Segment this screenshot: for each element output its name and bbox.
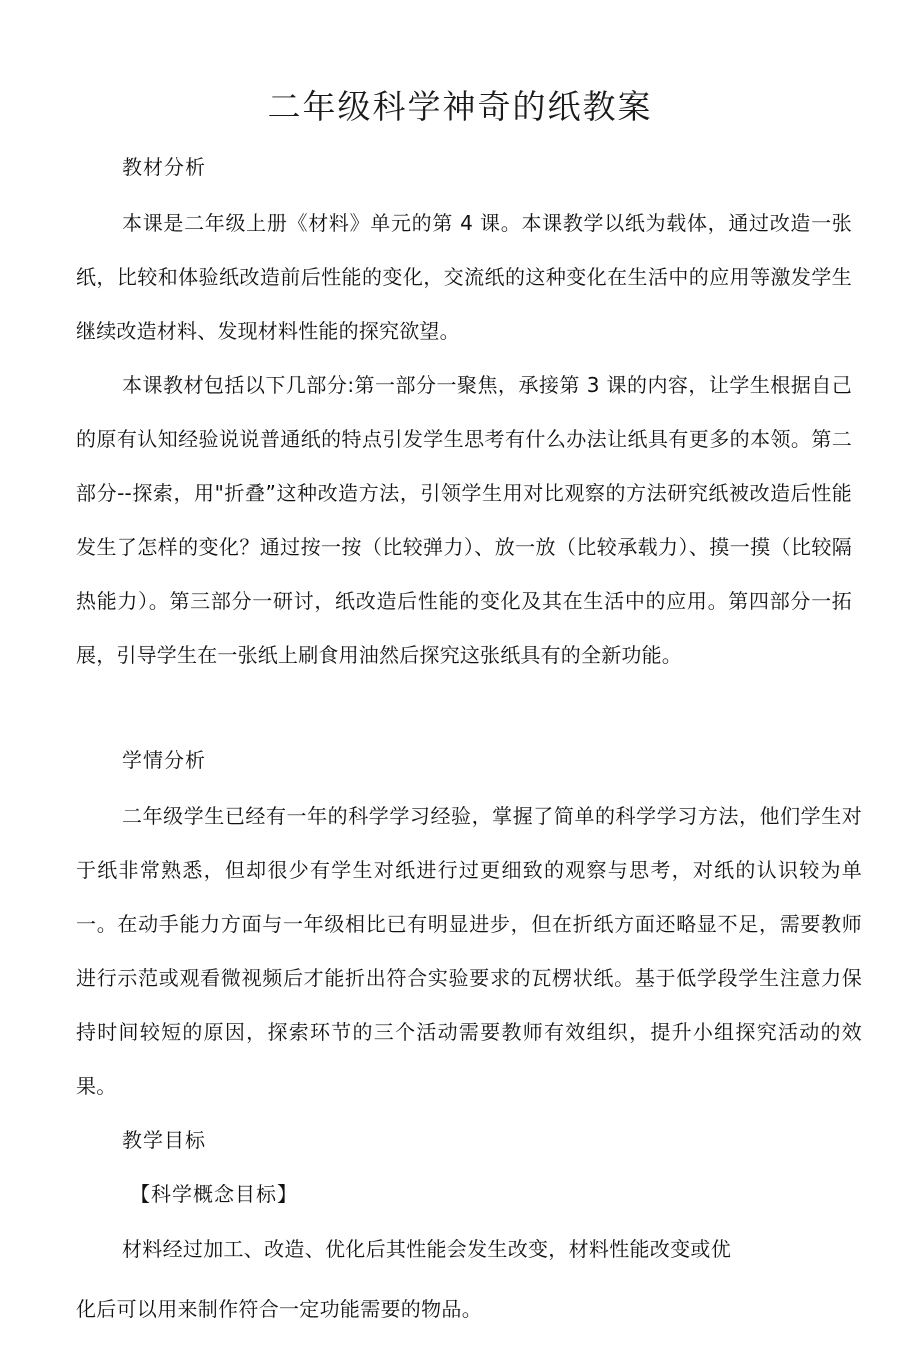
paragraph-material-analysis-1: 本课是二年级上册《材料》单元的第 4 课。本课教学以纸为载体，通过改造一张纸，比较和体验纸改造前后性能的变化，交流纸的这种变化在生活中的应用等激发学生继续改造材料、发现材料性能的探究欲望。 [76,211,852,343]
goal-line-2: 化后可以用来制作符合一定功能需要的物品。 [76,1297,482,1321]
heading-material-analysis: 教材分析 [122,155,206,179]
paragraph-material-analysis-2: 本课教材包括以下几部分:第一部分一聚焦，承接第 3 课的内容，让学生根据自己的原有认知经验说说普通纸的特点引发学生思考有什么办法让纸具有更多的本领。第二部分--探索，用"折叠”这种改造方法，引领学生用对比观察的方法研究纸被改造后性能发生了怎样的变化？通过按一按（比较弹力）、放一放（比较承载力）、摸一摸（比较隔热能力）。第三部分一研讨，纸改造后性能的变化及其在生活中的应用。第四部分一拓展，引导学生在一张纸上刷食用油然后探究这张纸具有的全新功能。 [76,373,852,667]
subheading-science-concept-goals: 【科学概念目标】 [130,1182,298,1206]
paragraph-student-analysis: 二年级学生已经有一年的科学学习经验，掌握了简单的科学学习方法，他们学生对于纸非常熟悉，但却很少有学生对纸进行过更细致的观察与思考，对纸的认识较为单一。在动手能力方面与一年级相比已有明显进步，但在折纸方面还略显不足，需要教师进行示范或观看微视频后才能折出符合实验要求的瓦楞状纸。基于低学段学生注意力保持时间较短的原因，探索环节的三个活动需要教师有效组织，提升小组探究活动的效果。 [76,804,862,1098]
goal-line-1: 材料经过加工、改造、优化后其性能会发生改变，材料性能改变或优 [122,1237,731,1261]
heading-teaching-goals: 教学目标 [122,1128,206,1152]
heading-student-analysis: 学情分析 [122,748,206,772]
document-title: 二年级科学神奇的纸教案 [267,87,653,126]
